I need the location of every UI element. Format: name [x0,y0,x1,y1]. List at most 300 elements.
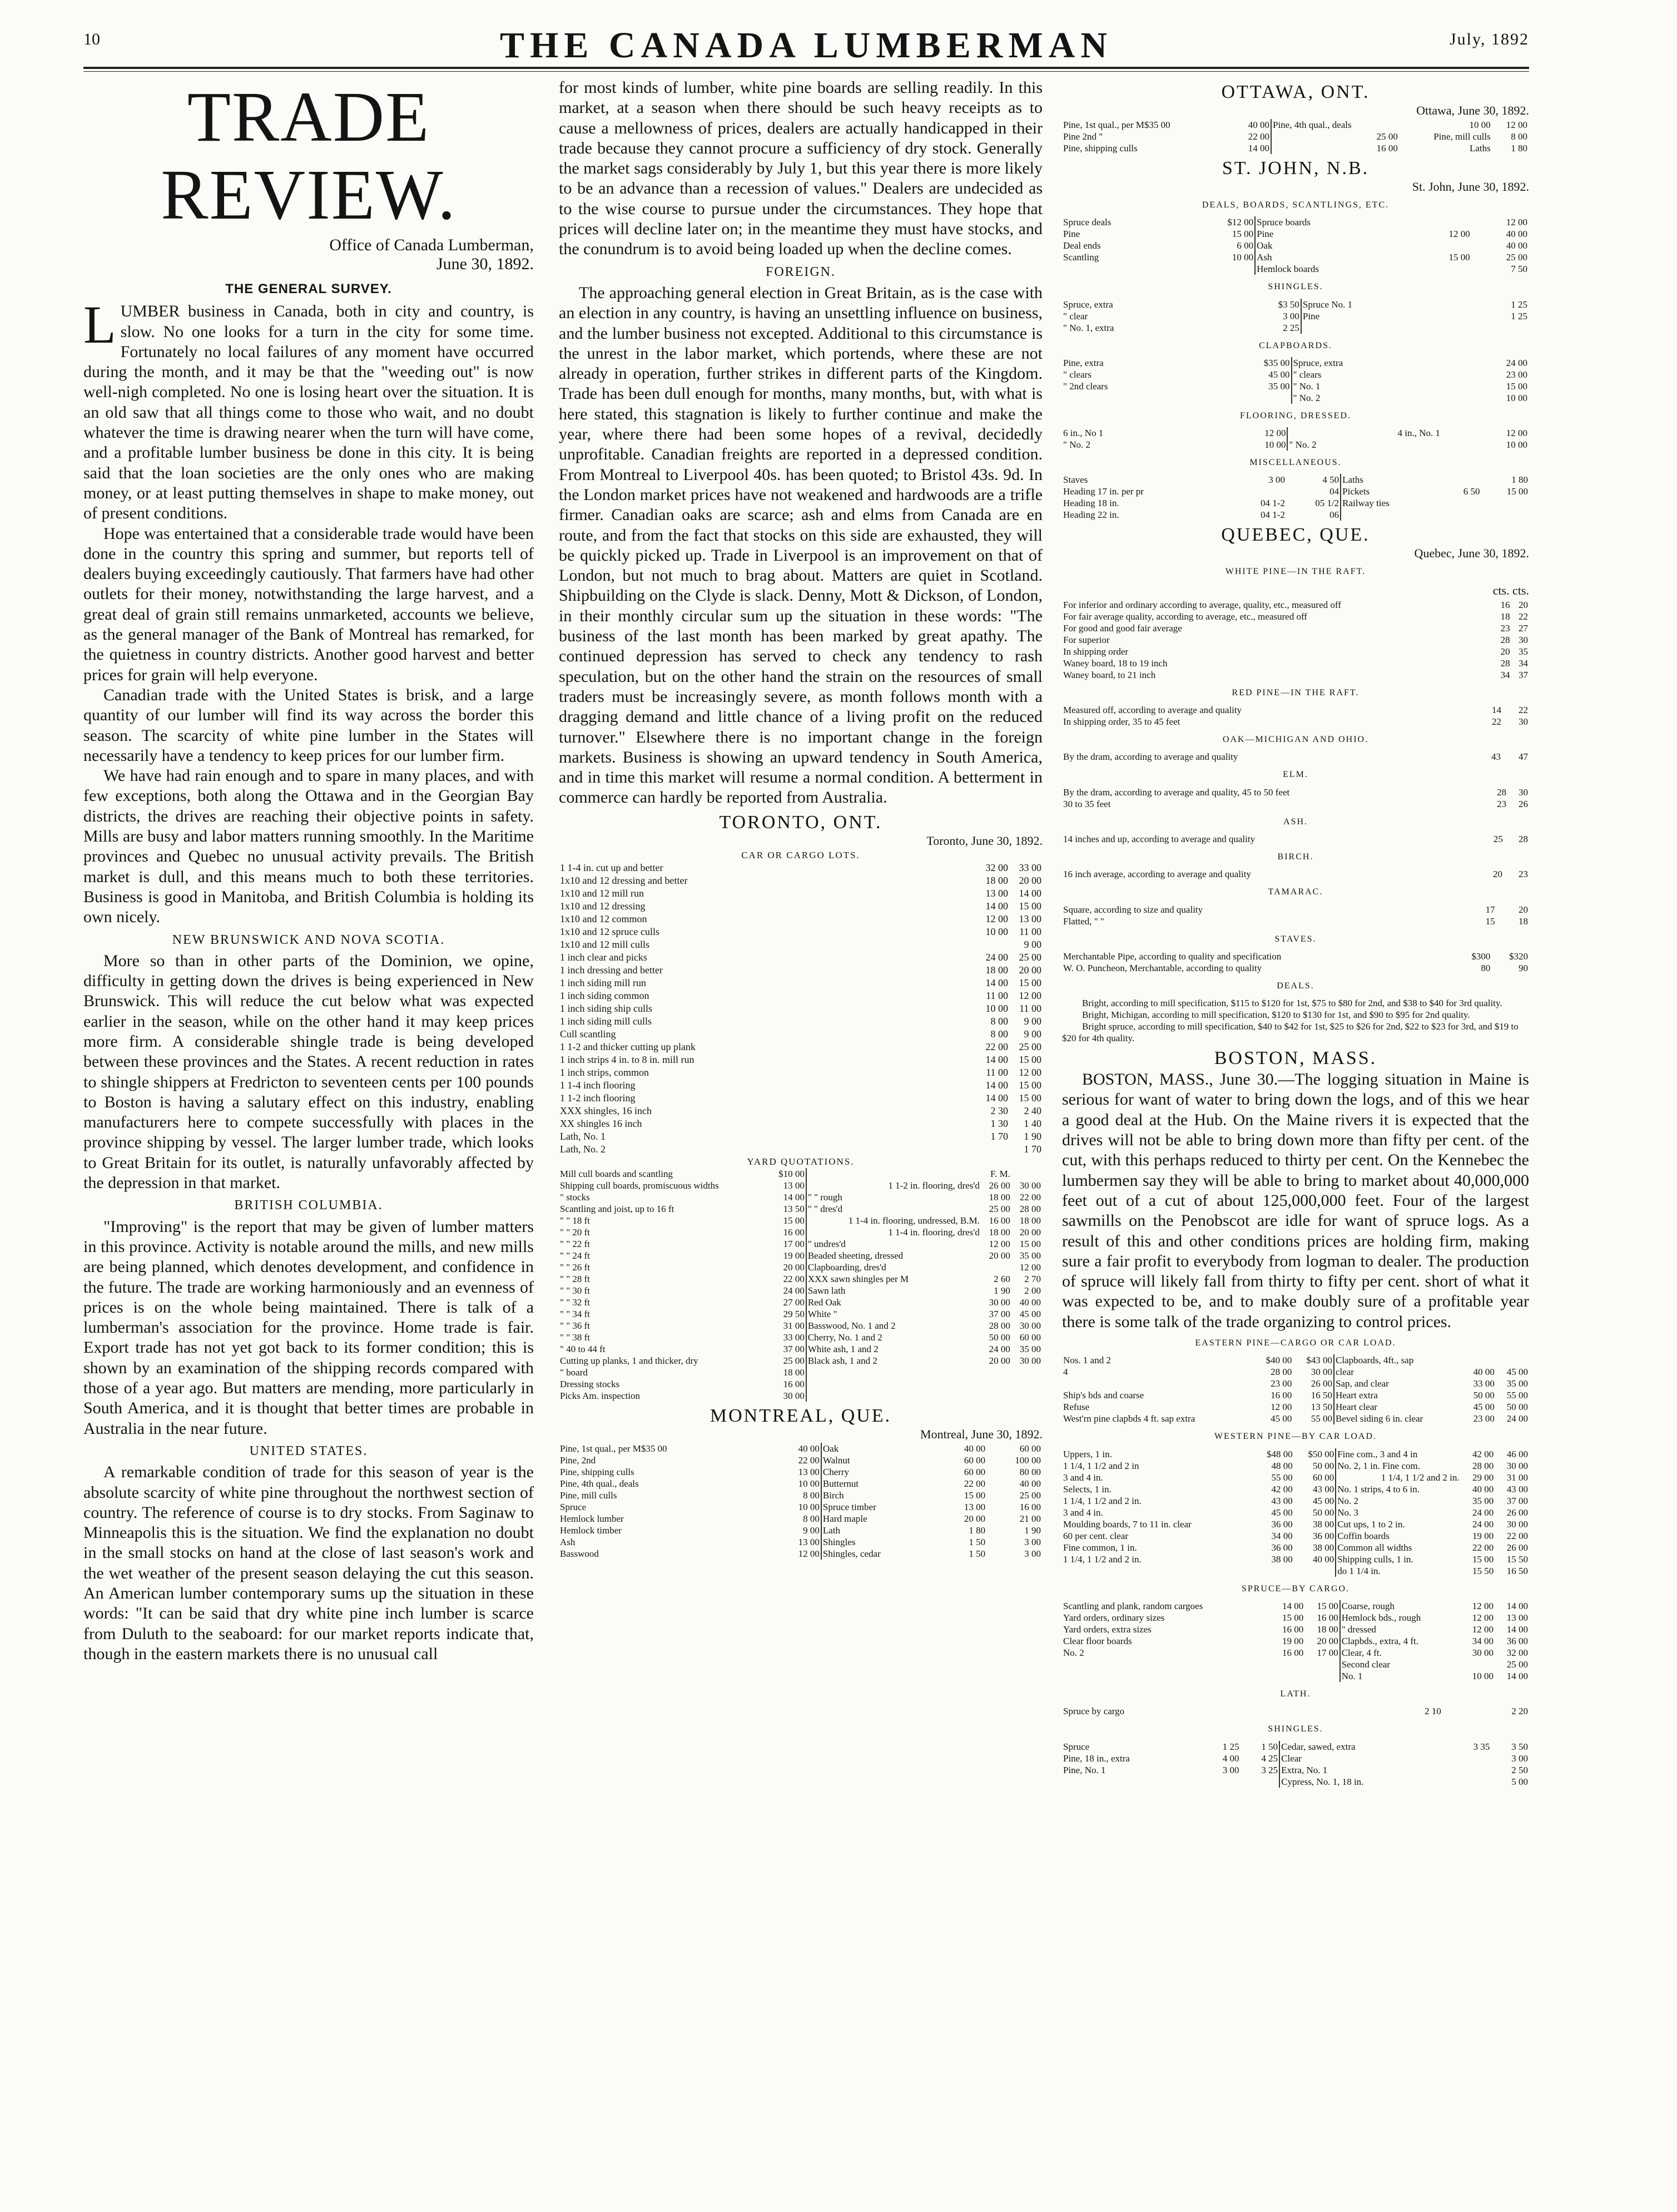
table-cell-price: 12 00 [1448,229,1470,240]
table-cell-price: 20 00 [1019,874,1041,886]
table-cell-price [1481,497,1529,509]
table-cell-price: 34 [1500,669,1510,680]
table-row [1062,1753,1529,1764]
table-cell-price: 80 [1481,962,1491,973]
table-cell-price: 5 00 [1511,1776,1528,1787]
table-cell-label [806,1367,981,1378]
table-cell-price: 2 10 [1425,1706,1441,1717]
section-heading-united-states: UNITED STATES. [249,1443,368,1458]
table-row [1062,1507,1529,1518]
table-row [1062,1635,1529,1647]
table-cell-label: " " 32 ft [560,1296,591,1308]
table-cell-price: 1 90 [1024,1130,1041,1142]
table-row [1062,751,1529,763]
table-row [1062,486,1529,497]
table-cell-label: 16 inch average, according to average and quality [1063,869,1251,880]
table-row [1062,1659,1529,1670]
table-cell-price: 1 50 [1241,1741,1280,1753]
table-cell-price: 8 00 [990,1028,1008,1040]
table-row [1062,1389,1529,1401]
table-cell-label: 1 1-4 in. cut up and better [560,862,663,873]
table-cell-label: Cherry [822,1466,850,1477]
table-cell-label [1062,392,1204,404]
table-cell-label [1062,1378,1253,1389]
table-cell-label: 3 and 4 in. [1063,1472,1103,1483]
table-row [1062,669,1529,681]
table-cell-price: 16 00 [768,1378,806,1390]
table-cell-price: 10 00 [1472,1670,1494,1681]
table-cell-label: Sawn lath [807,1285,846,1296]
table-row [1062,1647,1529,1659]
table-subheading: SHINGLES. [1268,282,1323,292]
table-cell-price [981,1378,1011,1390]
table-cell-price: 04 [1286,486,1341,497]
table-cell-price: 8 00 [774,1489,821,1501]
table-row [559,1117,1043,1130]
table-row [1062,798,1529,810]
table-cell-label: Basswood, No. 1 and 2 [807,1320,896,1331]
table-row [1062,439,1529,451]
table-cell-label: Square, according to size and quality [1063,904,1203,915]
table-cell-price [1441,427,1449,439]
table-cell-label: Uppers, 1 in. [1063,1448,1112,1459]
table-cell-price: 15 00 [1019,1238,1041,1249]
table-cell-price: 2 20 [1511,1706,1528,1717]
table-cell-price [976,938,1009,951]
table-cell-price: 14 [1491,705,1501,716]
table-cell-label: Oak [1257,240,1273,251]
table-row [1062,263,1529,275]
table-cell-price: 43 00 [1294,1483,1336,1495]
price-table-quebec-staves [1062,951,1529,974]
table-cell-label: White " [807,1308,837,1319]
table-cell-price: 4 00 [1222,1753,1239,1764]
table-row [559,1378,1042,1390]
table-cell-price: 60 00 [964,1466,986,1477]
table-cell-price: 60 00 [1019,1332,1041,1343]
table-cell-price: 11 00 [1019,1002,1041,1014]
paragraph: More so than in other parts of the Dominion, we opine, difficulty in getting down the drives is being experienced in New Brunswick. This will reduce the cut below what was expected earlier in the season, while on the other hand it may keep prices more firm. A considerable shingle trade is being developed between these provinces and the States. A recent reduction in rates to shingle shippers at Fredricton to seventeen cents per 100 pounds to Boston is having a salutary effect on this industry, enabling manufacturers here to compete successfully with places in the province shipping by vessel. The larger lumber trade, which looks to Great Britain for its outlet, is naturally unfavorably affected by the depression in that market. [83,951,534,1192]
table-cell-label: No. 2 [1337,1495,1358,1506]
table-cell-price: 38 00 [1271,1553,1293,1565]
table-cell-label: " " 24 ft [560,1250,591,1261]
price-table-toronto [559,862,1043,1156]
table-cell-price: 32 00 [1506,1647,1528,1658]
table-row [559,900,1043,913]
table-cell-label: Heart extra [1336,1390,1378,1401]
table-cell-price [1442,509,1481,521]
table-cell-label: Spruce timber [822,1501,876,1512]
table-cell-price: 35 00 [1506,1378,1528,1389]
table-cell-price [1241,1776,1280,1788]
table-cell-price: 19 00 [768,1250,806,1261]
table-cell-price: 45 00 [1019,1308,1041,1319]
table-cell-price: 12 00 [1472,1612,1494,1623]
table-cell-label: Measured off, according to average and quality [1063,705,1242,716]
table-row [1062,1448,1529,1460]
table-cell-label: 6 in., No 1 [1063,428,1104,439]
table-cell-label: Waney board, 18 to 19 inch [1063,657,1168,669]
table-cell-price: 11 00 [986,989,1008,1001]
table-row [559,1296,1042,1308]
table-cell-price: 18 00 [989,1191,1010,1203]
table-cell-price: 3 00 [1024,1548,1041,1559]
table-subheading: MISCELLANEOUS. [1249,458,1342,468]
table-cell-label [1341,509,1442,521]
table-cell-price: 23 [1500,622,1510,634]
table-cell-price [981,1390,1011,1402]
table-cell-label: Sap, and clear [1336,1378,1389,1389]
table-cell-price: 29 50 [768,1308,806,1320]
table-subheading: LATH. [1280,1689,1311,1699]
price-table-st-john-flooring [1062,427,1529,451]
table-cell-price: 40 00 [964,1443,986,1454]
table-cell-price: 1 70 [1024,1143,1041,1155]
table-row [559,913,1043,926]
table-row [1062,240,1529,251]
table-row [1062,380,1529,392]
price-table-quebec-tamarac [1062,904,1529,927]
table-cell-price: 13 00 [1019,913,1041,924]
table-cell-price: 12 00 [1506,428,1527,439]
page-number: 10 [83,30,100,48]
table-cell-label: Basswood [560,1548,599,1559]
table-cell-price: 45 00 [1271,1507,1293,1518]
table-cell-price: 13 00 [774,1466,821,1478]
table-cell-price: 18 00 [1019,1215,1041,1226]
units-label: cts. cts. [1492,583,1529,597]
table-row [559,1105,1043,1117]
table-cell-label: White ash, 1 and 2 [807,1343,879,1354]
table-subheading: BIRCH. [1277,852,1314,862]
table-cell-label: Heading 18 in. [1063,498,1119,509]
table-cell-label: 1 inch siding mill culls [560,1015,652,1027]
table-cell-label: Birch [822,1489,844,1501]
table-cell-price: 15 50 [1506,1553,1528,1565]
table-cell-label: Staves [1063,474,1088,486]
table-cell-label: Lath, No. 1 [560,1130,606,1142]
table-cell-label: Walnut [822,1454,850,1466]
table-cell-label: Extra, No. 1 [1281,1764,1328,1775]
table-cell-label: Fine com., 3 and 4 in [1337,1448,1418,1459]
table-cell-price: 30 00 [1472,1647,1494,1658]
table-row [559,1215,1042,1226]
table-row [1062,1553,1529,1565]
table-cell-price: $300 [1471,951,1491,962]
table-row [1062,1472,1529,1483]
table-cell-price: 05 1/2 [1286,497,1341,509]
market-dateline: Ottawa, June 30, 1892. [1416,103,1529,117]
table-cell-price: 8 00 [1511,131,1527,142]
table-cell-label: 1 1/4, 1 1/2 and 2 in. [1063,1553,1142,1565]
table-cell-price: 6 00 [1185,240,1255,251]
table-cell-price: 10 00 [1506,439,1527,451]
table-cell-label: Pine, 18 in., extra [1063,1753,1130,1764]
table-cell-price: 18 00 [985,964,1008,976]
table-cell-label: In shipping order [1063,646,1129,657]
table-cell-price: 28 [1497,786,1507,798]
table-cell-label: 1x10 and 12 mill run [560,887,644,899]
table-row [1062,962,1529,974]
table-cell-label: Clapboards, 4ft., sap [1336,1355,1414,1366]
table-cell-price: 30 00 [768,1390,806,1402]
table-cell-label: Spruce [560,1501,587,1512]
table-cell-price [1304,1659,1339,1670]
price-table-quebec-elm [1062,786,1529,810]
table-cell-price: 28 [1519,833,1528,844]
table-cell-price [1451,380,1457,392]
table-cell-price: 22 00 [964,1478,986,1489]
table-row [559,1028,1043,1041]
table-cell-label: " dressed [1341,1624,1376,1635]
table-cell-label: Shipping culls, 1 in. [1337,1553,1413,1565]
table-cell-label [1062,263,1185,275]
table-row [1062,704,1529,716]
table-cell-label: Pine [1063,229,1080,240]
table-cell-price: 15 00 [1506,486,1528,497]
price-table-st-john-misc [1062,474,1529,521]
table-cell-label: Railway ties [1342,498,1390,509]
table-cell-price: 43 00 [1271,1495,1293,1506]
table-cell-label: Shingles [822,1536,856,1547]
table-cell-price: 23 00 [1473,1413,1495,1424]
table-cell-label: 1x10 and 12 dressing [560,900,646,912]
table-cell-price: 55 00 [1506,1390,1528,1401]
table-cell-price: 60 00 [1294,1472,1336,1483]
table-cell-price: 16 00 [1019,1501,1041,1512]
table-cell-price: 17 [1485,904,1495,915]
table-cell-price: 14 00 [1506,1670,1528,1681]
table-cell-price: 06 [1286,509,1341,521]
table-cell-price: 15 00 [1019,1079,1041,1091]
table-cell-price: 12 00 [1019,1261,1041,1273]
price-table-boston-eastern-pine [1062,1354,1529,1424]
table-cell-price [981,1261,1011,1273]
table-cell-price: 30 00 [1506,1518,1528,1530]
table-row [1062,1565,1529,1577]
table-cell-price: 22 00 [1233,131,1271,142]
table-cell-price [1442,497,1481,509]
table-cell-label: W. O. Puncheon, Merchantable, according to quality [1063,962,1262,973]
paragraph: Canadian trade with the United States is brisk, and a large quantity of our lumber will find its way across the border this season. The scarcity of white pine lumber in the States will necessarily have a tendency to keep prices for our lumber firm. [83,685,534,765]
table-row [1062,646,1529,657]
table-cell-label: 1 1-4 inch flooring [560,1079,636,1091]
table-cell-price: 22 [1519,611,1528,622]
table-row [559,1390,1042,1402]
table-cell-label: 1x10 and 12 mill culls [560,938,649,950]
price-table-quebec-white-pine [1062,599,1529,681]
table-cell-price: 28 00 [1271,1367,1292,1378]
table-cell-price: 15 [1485,916,1495,927]
table-cell-price: 50 00 [1473,1390,1495,1401]
article-title: TRADE REVIEW. [161,77,457,234]
table-cell-label: do 1 1/4 in. [1337,1565,1381,1576]
table-cell-price: 13 00 [774,1536,821,1548]
table-cell-price: 35 [1519,646,1528,657]
table-cell-price: 6 50 [1463,486,1480,497]
table-cell-price: 15 00 [1506,380,1527,392]
table-cell-price: 1 90 [1024,1525,1041,1536]
table-cell-price: 45 00 [1271,1413,1292,1424]
table-row [559,1332,1042,1343]
table-cell-price: 1 40 [1024,1117,1041,1129]
table-cell-price [1460,1659,1495,1670]
table-cell-price: 30 00 [989,1296,1010,1308]
table-cell-price: 2 00 [1024,1285,1041,1296]
table-cell-price: 25 00 [768,1355,806,1367]
table-subheading: SHINGLES. [1268,1724,1323,1734]
table-subheading: DEALS. [1277,981,1314,991]
table-cell-price: 14 00 [1233,142,1271,154]
table-cell-price: 4 25 [1241,1753,1280,1764]
table-cell-price: 35 00 [1019,1250,1041,1261]
table-cell-price: 34 00 [1472,1635,1494,1646]
table-cell-label: 1 1/4, 1 1/2 and 2 in [1063,1460,1139,1471]
table-cell-price: 24 00 [989,1343,1010,1354]
table-cell-price: 8 00 [774,1513,821,1525]
table-cell-price: 24 00 [1472,1507,1494,1518]
table-cell-label: Spruce, extra [1293,357,1343,368]
table-cell-price: 26 00 [989,1180,1010,1191]
table-cell-price [1011,1367,1042,1378]
table-row [559,1489,1042,1501]
table-cell-label: Shipping cull boards, promiscuous widths [560,1180,719,1191]
table-cell-price: 3 50 [1511,1741,1528,1752]
table-cell-price: 15 00 [964,1489,986,1501]
table-cell-price: 11 00 [1019,926,1041,937]
table-cell-price: 36 00 [1506,1635,1528,1646]
table-cell-price [1270,1670,1304,1682]
table-row [559,1308,1042,1320]
table-cell-label: 1 inch strips, common [560,1066,649,1078]
table-cell-price: 14 00 [1282,1600,1304,1611]
table-row [1062,904,1529,916]
table-cell-price: 15 00 [768,1215,806,1226]
paragraph: for most kinds of lumber, white pine boards are selling readily. In this market, at a season when there should be such heavy receipts as to cause a mellowness of prices, dealers are actually handicapped in their trade because they cannot procure a sufficiency of dry stock. Generally the market sags considerably by July 1, but this year there is more likely to be an advance than a recession of values." Dealers are undecided as to the wise course to pursue under the circumstances. They hope that prices will decline later on; in the meantime they must have stocks, and the conundrum is to avoid being loaded up when the decline comes. [559,78,1043,259]
table-cell-price: 35 00 [1204,380,1292,392]
table-cell-price: 1 1-4 in. flooring, dres'd [888,1226,980,1238]
table-cell-price: 15 00 [1304,1600,1339,1612]
table-cell-price: 25 00 [1019,1041,1041,1052]
table-cell-price: 90 [1519,962,1528,973]
table-cell-price: 11 00 [986,1066,1008,1078]
price-table-quebec-red-pine [1062,704,1529,728]
table-cell-price: 12 00 [1019,989,1041,1001]
table-row [1062,1600,1529,1612]
table-cell-price: 12 00 [985,913,1008,924]
table-cell-label: " clears [1063,369,1091,380]
table-row [1062,357,1529,369]
table-cell-price: 50 00 [1506,1402,1528,1413]
table-cell-price: 15 50 [1472,1565,1494,1576]
table-row [559,1041,1043,1053]
table-row [1062,833,1529,845]
table-cell-price: 17 00 [1304,1647,1339,1659]
table-cell-price: 28 00 [989,1320,1010,1331]
table-cell-price: 14 00 [1506,1624,1528,1635]
table-row [559,989,1043,1002]
table-row [559,1191,1042,1203]
table-cell-price: 48 00 [1271,1460,1293,1471]
table-cell-price: 20 00 [768,1261,806,1273]
market-heading-montreal: MONTREAL, QUE. [710,1405,892,1426]
table-cell-price: 1 1-2 in. flooring, dres'd [888,1180,980,1191]
paragraph: "Improving" is the report that may be given of lumber matters in this province. Activity is notable around the mills, and new mills are being planned, which denotes development, and confidence in the future. The trade are working harmoniously and an evenness of prices is on the whole being maintained. There is talk of a lumberman's association for the province. Home trade is fair. Export trade has not yet got back to its former condition; this is shown by an examination of the shipping records compared with those of a year ago. But matters are mending, more particularly in South America, and it is thought that better times are probable in Australia in the near future. [83,1217,534,1438]
table-subheading: CAR OR CARGO LOTS. [741,849,860,860]
table-cell-price: 15 00 [1282,1612,1304,1623]
table-cell-price [981,1367,1011,1378]
table-cell-price: 14 00 [985,1092,1008,1103]
table-cell-price: 14 00 [1019,887,1041,899]
table-cell-price: 37 [1519,669,1528,680]
table-cell-price: 7 50 [1511,264,1527,275]
table-cell-label: For superior [1063,634,1110,645]
table-cell-price [1470,322,1529,334]
table-cell-label: " " 38 ft [560,1332,591,1343]
table-cell-price: 1 25 [1511,310,1527,321]
table-row [559,1261,1042,1273]
table-cell-price [1270,1659,1304,1670]
table-row [559,1066,1043,1079]
issue-date: July, 1892 [1449,30,1529,48]
table-cell-price: 55 00 [1271,1472,1293,1483]
deals-note: Bright, according to mill specification, $115 to $120 for 1st, $75 to $80 for 2nd, and $38 to $40 for 3rd quality. [1082,998,1502,1009]
table-row [1062,1612,1529,1624]
table-cell-label: 3 and 4 in. [1063,1507,1103,1518]
table-cell-price: 18 00 [985,874,1008,886]
table-cell-label [1301,322,1463,334]
table-row [1062,369,1529,380]
table-cell-label: Dressing stocks [560,1378,620,1389]
table-cell-price [1463,299,1470,310]
table-cell-label: 1 1/4, 1 1/2 and 2 in. [1063,1495,1142,1506]
table-cell-label: " " 26 ft [560,1261,591,1273]
table-cell-label: Clear floor boards [1063,1635,1132,1646]
table-cell-price: 40 00 [774,1443,821,1454]
table-cell-price: 28 00 [1472,1460,1494,1471]
price-table-st-john-deals [1062,216,1529,275]
table-cell-label: For fair average quality, according to average, etc., measured off [1063,611,1307,622]
table-cell-price [1453,1764,1491,1776]
table-cell-price: 12 00 [1472,1624,1494,1635]
table-cell-label: Butternut [822,1478,859,1489]
table-cell-price: 25 00 [1376,131,1398,142]
table-row [559,1226,1042,1238]
table-cell-price: 10 00 [1506,392,1527,403]
table-cell-price: 22 [1491,716,1501,728]
market-dateline: St. John, June 30, 1892. [1412,180,1529,194]
table-subheading: YARD QUOTATIONS. [747,1156,855,1167]
table-cell-price: 34 [1519,657,1528,669]
table-cell-label: 1x10 and 12 spruce culls [560,926,659,937]
table-cell-price: 38 00 [1294,1542,1336,1553]
table-cell-price: $3 50 [1227,299,1301,310]
table-cell-price: 27 00 [768,1296,806,1308]
table-cell-price: 12 00 [1019,1066,1041,1078]
table-cell-price: 9 00 [774,1525,821,1536]
table-cell-price: 24 00 [1472,1518,1494,1530]
table-cell-price: 21 00 [1019,1513,1041,1524]
table-cell-label: For inferior and ordinary according to average, quality, etc., measured off [1063,599,1341,610]
table-cell-price: 13 00 [1506,1612,1528,1623]
table-cell-price [1496,1354,1529,1366]
table-row [1062,716,1529,728]
table-cell-price [1451,357,1457,369]
table-cell-label: Yard orders, ordinary sizes [1063,1612,1165,1623]
header-rule [83,67,1529,69]
table-cell-label: Pine, mill culls [560,1489,617,1501]
paragraph [83,295,534,523]
